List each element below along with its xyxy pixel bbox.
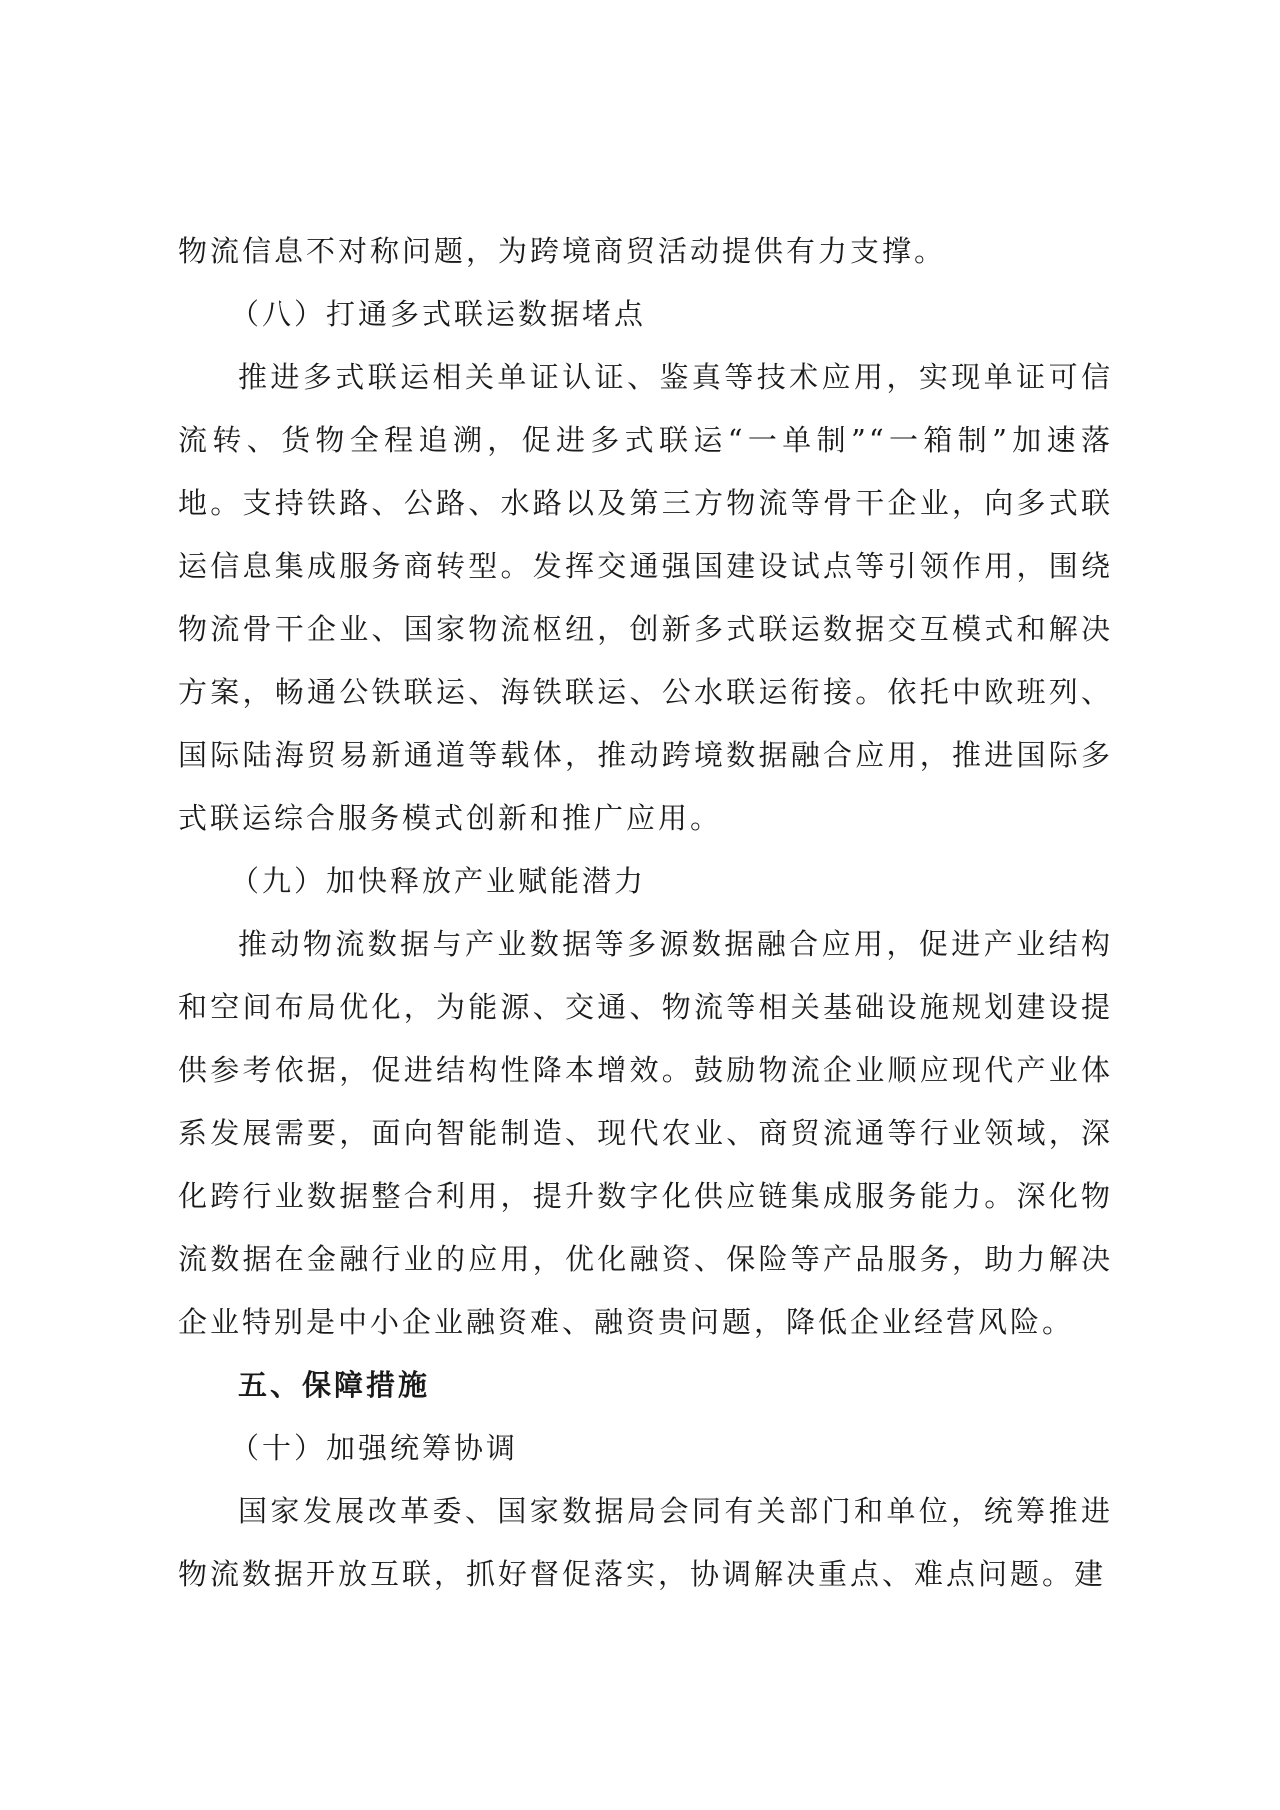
document-body — [178, 220, 1113, 1606]
paragraph-multimodal-transport: 推进多式联运相关单证认证、鉴真等技术应用，实现单证可信流转、货物全程追溯，促进多式联运“一单制”“一箱制”加速落地。支持铁路、公路、水路以及第三方物流等骨干企业，向多式联运信息集成服务商转型。发挥交通强国建设试点等引领作用，围绕物流骨干企业、国家物流枢纽，创新多式联运数据交互模式和解决方案，畅通公铁联运、海铁联运、公水联运衔接。依托中欧班列、国际陆海贸易新通道等载体，推动跨境数据融合应用，推进国际多式联运综合服务模式创新和推广应用。 — [178, 360, 1113, 835]
paragraph-industry-empowerment: 推动物流数据与产业数据等多源数据融合应用，促进产业结构和空间布局优化，为能源、交通、物流等相关基础设施规划建设提供参考依据，促进结构性降本增效。鼓励物流企业顺应现代产业体系发展需要，面向智能制造、现代农业、商贸流通等行业领域，深化跨行业数据整合利用，提升数字化供应链集成服务能力。深化物流数据在金融行业的应用，优化融资、保险等产品服务，助力解决企业特别是中小企业融资难、融资贵问题，降低企业经营风险。 — [178, 927, 1113, 1339]
paragraph-continuation: 物流信息不对称问题，为跨境商贸活动提供有力支撑。 — [178, 234, 947, 268]
section-title-8: （八）打通多式联运数据堵点 — [230, 297, 647, 331]
chapter-heading-safeguards: 五、保障措施 — [238, 1368, 431, 1402]
section-title-10: （十）加强统筹协调 — [230, 1431, 519, 1465]
paragraph-coordination: 国家发展改革委、国家数据局会同有关部门和单位，统筹推进物流数据开放互联，抓好督促落实，协调解决重点、难点问题。建 — [178, 1494, 1113, 1591]
section-title-9: （九）加快释放产业赋能潜力 — [230, 864, 647, 898]
